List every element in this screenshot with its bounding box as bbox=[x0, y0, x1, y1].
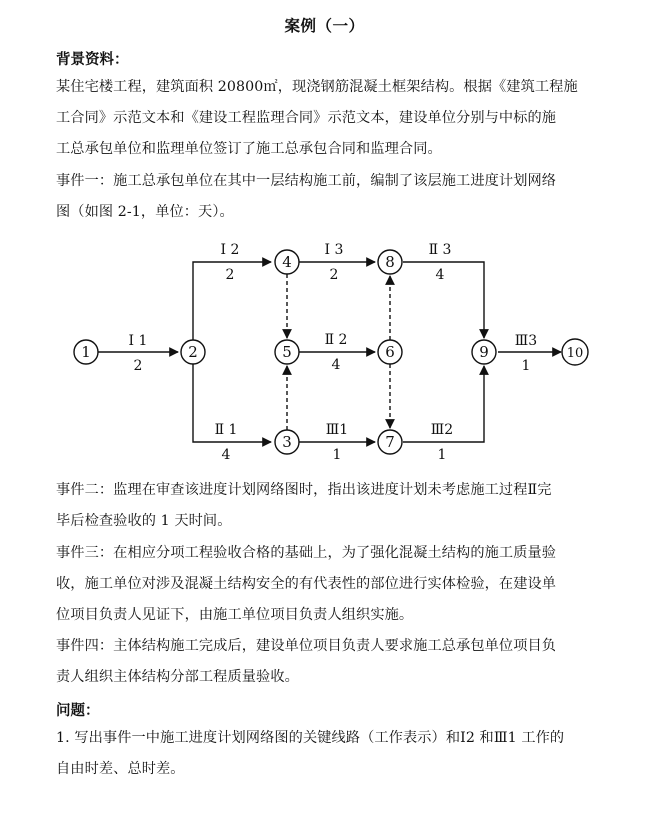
text-line: 位项目负责人见证下，由施工单位项目负责人组织实施。 bbox=[56, 607, 414, 623]
text-line: 图（如图 2-1，单位：天）。 bbox=[56, 204, 234, 220]
activity-duration: 4 bbox=[221, 447, 231, 463]
activity-name: Ⅱ 2 bbox=[324, 332, 348, 348]
text-line: 自由时差、总时差。 bbox=[56, 761, 185, 777]
text-line: 某住宅楼工程，建筑面积 20800㎡，现浇钢筋混凝土框架结构。根据《建筑工程施 bbox=[56, 79, 578, 95]
activity-duration: 4 bbox=[435, 267, 445, 283]
text-line: 1. 写出事件一中施工进度计划网络图的关键线路（工作表示）和Ⅰ2 和Ⅲ1 工作的 bbox=[56, 730, 565, 746]
text-line: 事件三：在相应分项工程验收合格的基础上，为了强化混凝土结构的施工质量验 bbox=[56, 545, 557, 561]
event2-paragraph bbox=[56, 475, 622, 537]
text-line: 责人组织主体结构分部工程质量验收。 bbox=[56, 669, 299, 685]
activity-duration: 2 bbox=[133, 358, 143, 374]
activity-name: Ⅲ2 bbox=[430, 422, 454, 438]
node-label: 5 bbox=[282, 343, 292, 361]
event3-paragraph bbox=[56, 538, 622, 631]
activity-name: Ⅰ 1 bbox=[128, 333, 148, 349]
event4-paragraph bbox=[56, 631, 622, 693]
node-label: 1 bbox=[81, 343, 91, 361]
background-heading: 背景资料： bbox=[56, 52, 129, 68]
node-label: 3 bbox=[282, 433, 292, 451]
case-title: 案例（一） bbox=[284, 17, 365, 35]
activity-name: Ⅲ1 bbox=[325, 422, 349, 438]
node-label: 9 bbox=[479, 343, 489, 361]
text-line: 事件一：施工总承包单位在其中一层结构施工前，编制了该层施工进度计划网络 bbox=[56, 173, 557, 189]
text-line: 事件二：监理在审查该进度计划网络图时，指出该进度计划未考虑施工过程Ⅱ完 bbox=[56, 482, 552, 498]
node-label: 6 bbox=[385, 343, 395, 361]
activity-name: Ⅰ 2 bbox=[220, 242, 240, 258]
node-label: 7 bbox=[385, 433, 395, 451]
question-1 bbox=[56, 723, 622, 785]
activity-duration: 2 bbox=[225, 267, 235, 283]
node-label: 10 bbox=[566, 346, 584, 361]
questions-heading: 问题： bbox=[56, 703, 100, 719]
activity-duration: 1 bbox=[437, 447, 447, 463]
network-diagram bbox=[0, 228, 649, 468]
activity-duration: 1 bbox=[521, 358, 531, 374]
activity-name: Ⅱ 1 bbox=[214, 422, 238, 438]
text-line: 工合同》示范文本和《建设工程监理合同》示范文本，建设单位分别与中标的施 bbox=[56, 110, 557, 126]
activity-name: Ⅲ3 bbox=[514, 333, 538, 349]
activity-duration: 1 bbox=[332, 447, 342, 463]
node-label: 8 bbox=[385, 253, 395, 271]
background-paragraph bbox=[56, 72, 622, 165]
text-line: 毕后检查验收的 1 天时间。 bbox=[56, 513, 232, 529]
text-line: 事件四：主体结构施工完成后，建设单位项目负责人要求施工总承包单位项目负 bbox=[56, 638, 557, 654]
event1-paragraph bbox=[56, 166, 622, 228]
activity-name: Ⅰ 3 bbox=[324, 242, 344, 258]
activity-duration: 4 bbox=[331, 357, 341, 373]
text-line: 工总承包单位和监理单位签订了施工总承包合同和监理合同。 bbox=[56, 141, 442, 157]
activity-name: Ⅱ 3 bbox=[428, 242, 452, 258]
node-label: 2 bbox=[188, 343, 198, 361]
text-line: 收，施工单位对涉及混凝土结构安全的有代表性的部位进行实体检验，在建设单 bbox=[56, 576, 557, 592]
node-label: 4 bbox=[282, 253, 292, 271]
activity-duration: 2 bbox=[329, 267, 339, 283]
